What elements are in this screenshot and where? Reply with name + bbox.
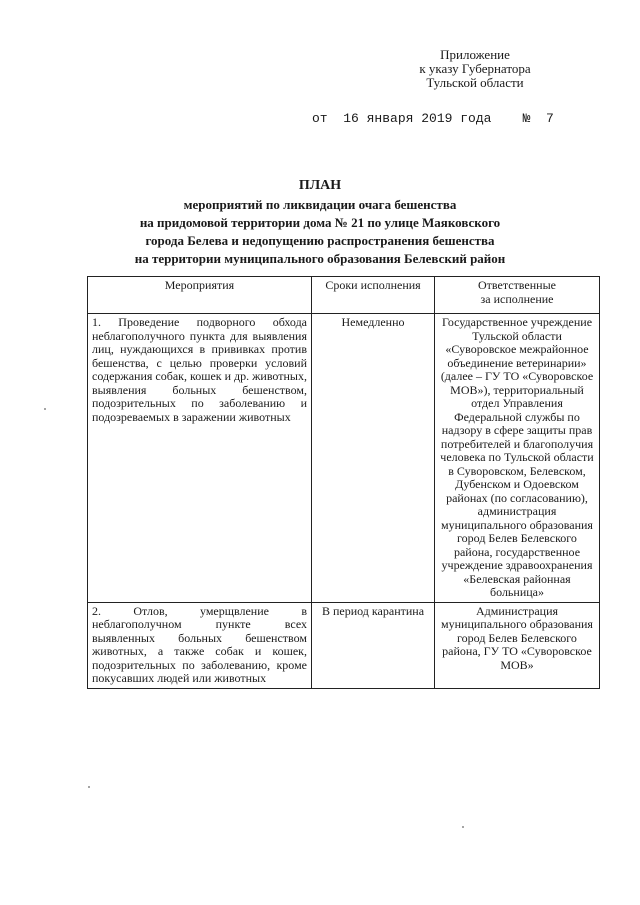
title-line-4: на территории муниципального образования Белевский район <box>134 251 506 266</box>
table-row <box>88 314 600 603</box>
region-name: Тульской области <box>426 75 524 90</box>
document-title <box>60 178 580 268</box>
header-measures: Мероприятия <box>88 277 312 314</box>
header-terms: Сроки исполнения <box>312 277 435 314</box>
table-row <box>88 602 600 688</box>
scan-speck <box>462 826 464 828</box>
scan-speck <box>44 408 46 410</box>
responsible-cell: Государственное учреждение Тульской области «Суворовское межрайонное объединение ветеринарии» (далее – ГУ ТО «Суворовское МОВ»), территориальный отдел Управления Федеральной службы по надзору в сфере защиты прав потребителей и благополучия человека по Тульской области в Суворовском, Белевском, Дубенском и Одоевском районах (по согласованию), администрация муниципального образования город Белев Белевского района, государственное учреждение здравоохранения «Белевская районная больница» <box>435 314 600 603</box>
title-line-3: города Белева и недопущению распространения бешенства <box>145 233 495 248</box>
decree-date-number: от 16 января 2019 года № 7 <box>312 111 554 126</box>
header-responsible-line-2: за исполнение <box>480 291 554 306</box>
title-main: ПЛАН <box>298 178 342 193</box>
table-header-row <box>88 277 600 314</box>
header-responsible-line-1: Ответственные <box>478 278 556 292</box>
title-line-1: мероприятий по ликвидации очага бешенства <box>183 197 457 212</box>
title-line-2: на придомовой территории дома № 21 по улице Маяковского <box>139 215 501 230</box>
responsible-cell: Администрация муниципального образования город Белев Белевского района, ГУ ТО «Суворовское МОВ» <box>435 602 600 688</box>
appendix-label: Приложение <box>440 47 510 62</box>
term-cell: Немедленно <box>312 314 435 603</box>
header-responsible <box>435 277 600 314</box>
scan-speck <box>88 786 90 788</box>
document-header <box>380 48 570 90</box>
plan-table <box>87 276 600 689</box>
term-cell: В период карантина <box>312 602 435 688</box>
measure-cell: 1. Проведение подворного обхода неблагополучного пункта для выявления лиц, нуждающихся в прививках против бешенства, с целью проверки условий содержания собак, кошек и др. животных, выявления больных бешенством, подозрительных по заболеванию и подозреваемых в заражении животных <box>88 314 312 603</box>
measure-cell: 2. Отлов, умерщвление в неблагополучном пункте всех выявленных больных бешенством животных, а также собак и кошек, подозрительных по заболеванию, кроме покусавших людей или животных <box>88 602 312 688</box>
decree-reference: к указу Губернатора <box>419 61 531 76</box>
